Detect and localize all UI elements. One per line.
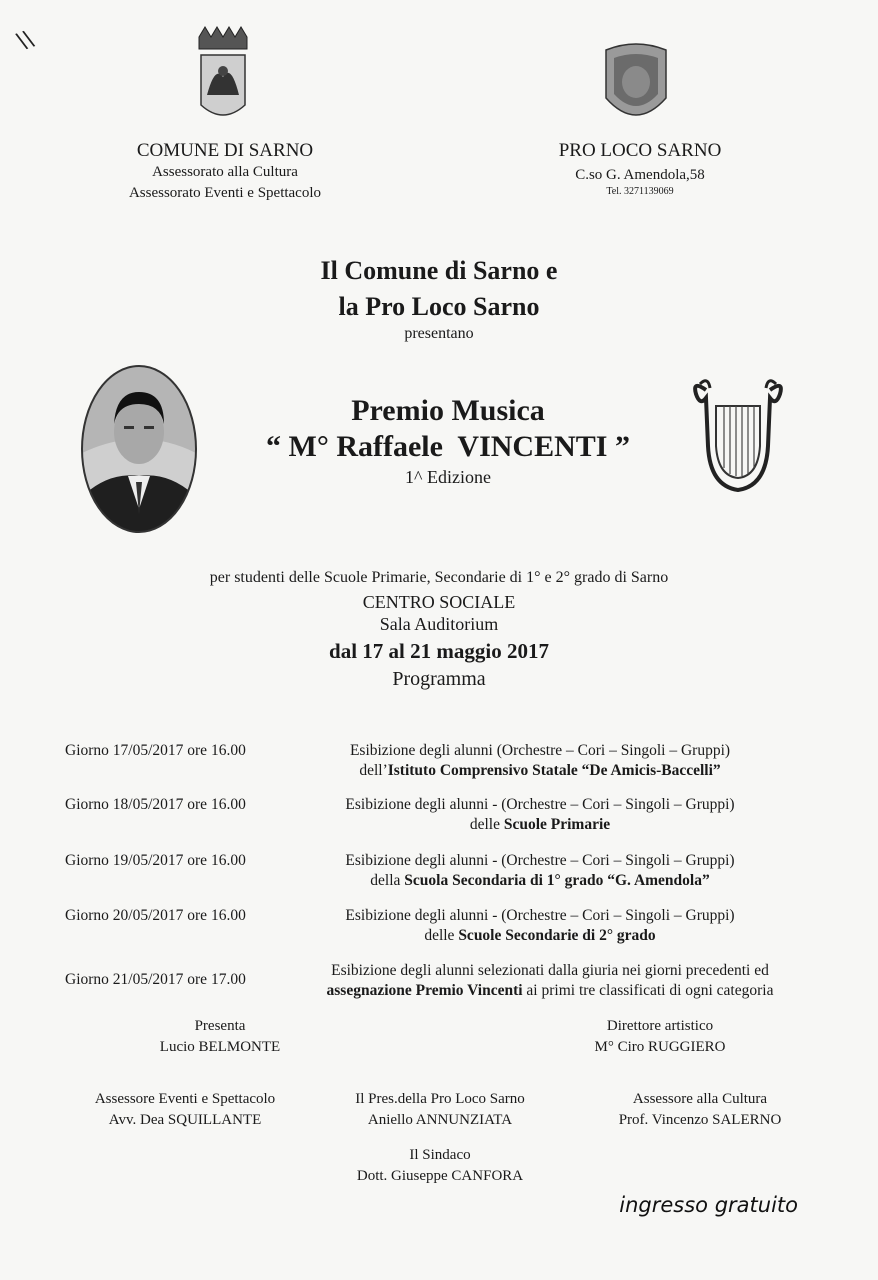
lyre-icon <box>688 376 788 498</box>
schedule-date: Giorno 17/05/2017 ore 16.00 <box>65 742 246 759</box>
header-left <box>90 140 360 204</box>
schedule-item <box>280 961 820 1001</box>
presenter-name: Lucio BELMONTE <box>159 1039 281 1055</box>
prize-name: “ M° Raffaele VINCENTI ” <box>266 430 630 463</box>
mayor-name: Dott. Giuseppe CANFORA <box>356 1168 524 1184</box>
ingresso-gratuito: ingresso gratuito <box>619 1193 798 1217</box>
signature-role: Assessore Eventi e Spettacolo <box>94 1091 276 1107</box>
signature-role: Il Pres.della Pro Loco Sarno <box>355 1091 525 1107</box>
assessorato-cultura: Assessorato alla Cultura <box>152 164 298 180</box>
schedule-desc-line2: della Scuola Secondaria di 1° grado “G. Amendola” <box>370 872 710 889</box>
intro-block <box>0 253 878 343</box>
signature-name: Prof. Vincenzo SALERNO <box>618 1112 782 1128</box>
signature-cultura <box>580 1089 820 1131</box>
prize-block <box>200 393 696 488</box>
pen-mark: \\ <box>14 26 37 55</box>
event-block <box>0 569 878 691</box>
schedule-desc-line1: Esibizione degli alunni (Orchestre – Cori – Singoli – Gruppi) <box>349 742 731 759</box>
schedule-item <box>300 795 780 835</box>
mayor-role: Il Sindaco <box>409 1147 471 1163</box>
signature-name: Aniello ANNUNZIATA <box>367 1112 513 1128</box>
sarno-coat-of-arms-icon <box>193 25 253 127</box>
audience: per studenti delle Scuole Primarie, Secondarie di 1° e 2° grado di Sarno <box>209 569 669 586</box>
signature-name: Avv. Dea SQUILLANTE <box>108 1112 262 1128</box>
pro-loco-name: PRO LOCO SARNO <box>558 140 722 161</box>
schedule-date: Giorno 20/05/2017 ore 16.00 <box>65 907 246 924</box>
portrait-photo <box>80 364 198 534</box>
schedule-desc-line2: delle Scuole Secondarie di 2° grado <box>424 927 656 944</box>
schedule-item <box>300 851 780 891</box>
assessorato-eventi: Assessorato Eventi e Spettacolo <box>128 185 322 201</box>
schedule-date: Giorno 21/05/2017 ore 17.00 <box>65 971 246 988</box>
schedule-item <box>300 741 780 781</box>
schedule-desc-line2: assegnazione Premio Vincenti ai primi tre classificati di ogni categoria <box>326 982 774 999</box>
director-block <box>560 1016 760 1058</box>
intro-line2: la Pro Loco Sarno <box>338 292 540 321</box>
director-name: M° Ciro RUGGIERO <box>594 1039 726 1055</box>
presenter-block <box>130 1016 310 1058</box>
prize-title: Premio Musica <box>351 394 545 427</box>
pro-loco-address: C.so G. Amendola,58 <box>575 167 705 183</box>
presenter-role: Presenta <box>194 1018 246 1034</box>
mayor-block <box>320 1145 560 1187</box>
schedule-desc-line1: Esibizione degli alunni - (Orchestre – Cori – Singoli – Gruppi) <box>345 796 735 813</box>
programma-heading: Programma <box>392 668 486 690</box>
intro-line1: Il Comune di Sarno e <box>320 256 558 285</box>
schedule-desc-line2: delle Scuole Primarie <box>469 816 611 833</box>
schedule-desc-line1: Esibizione degli alunni - (Orchestre – Cori – Singoli – Gruppi) <box>345 907 735 924</box>
intro-presentano: presentano <box>404 325 474 342</box>
pro-loco-phone: Tel. 3271139069 <box>606 186 674 197</box>
schedule-desc-line1: Esibizione degli alunni selezionati dalla giuria nei giorni precedenti ed <box>331 962 769 979</box>
director-role: Direttore artistico <box>606 1018 714 1034</box>
signature-role: Assessore alla Cultura <box>632 1091 768 1107</box>
comune-name: COMUNE DI SARNO <box>136 140 314 161</box>
prize-edition: 1^ Edizione <box>405 467 491 487</box>
signature-eventi <box>60 1089 310 1131</box>
pro-loco-emblem-icon <box>600 42 672 128</box>
schedule-item <box>300 906 780 946</box>
hall: Sala Auditorium <box>379 614 499 634</box>
schedule-date: Giorno 18/05/2017 ore 16.00 <box>65 796 246 813</box>
venue: CENTRO SOCIALE <box>362 592 516 612</box>
schedule-date: Giorno 19/05/2017 ore 16.00 <box>65 852 246 869</box>
schedule-desc-line1: Esibizione degli alunni - (Orchestre – Cori – Singoli – Gruppi) <box>345 852 735 869</box>
signature-pro-loco <box>320 1089 560 1131</box>
schedule-desc-line2: dell’Istituto Comprensivo Statale “De Amicis-Baccelli” <box>359 762 721 779</box>
event-dates: dal 17 al 21 maggio 2017 <box>329 639 549 663</box>
header-right <box>520 140 760 197</box>
